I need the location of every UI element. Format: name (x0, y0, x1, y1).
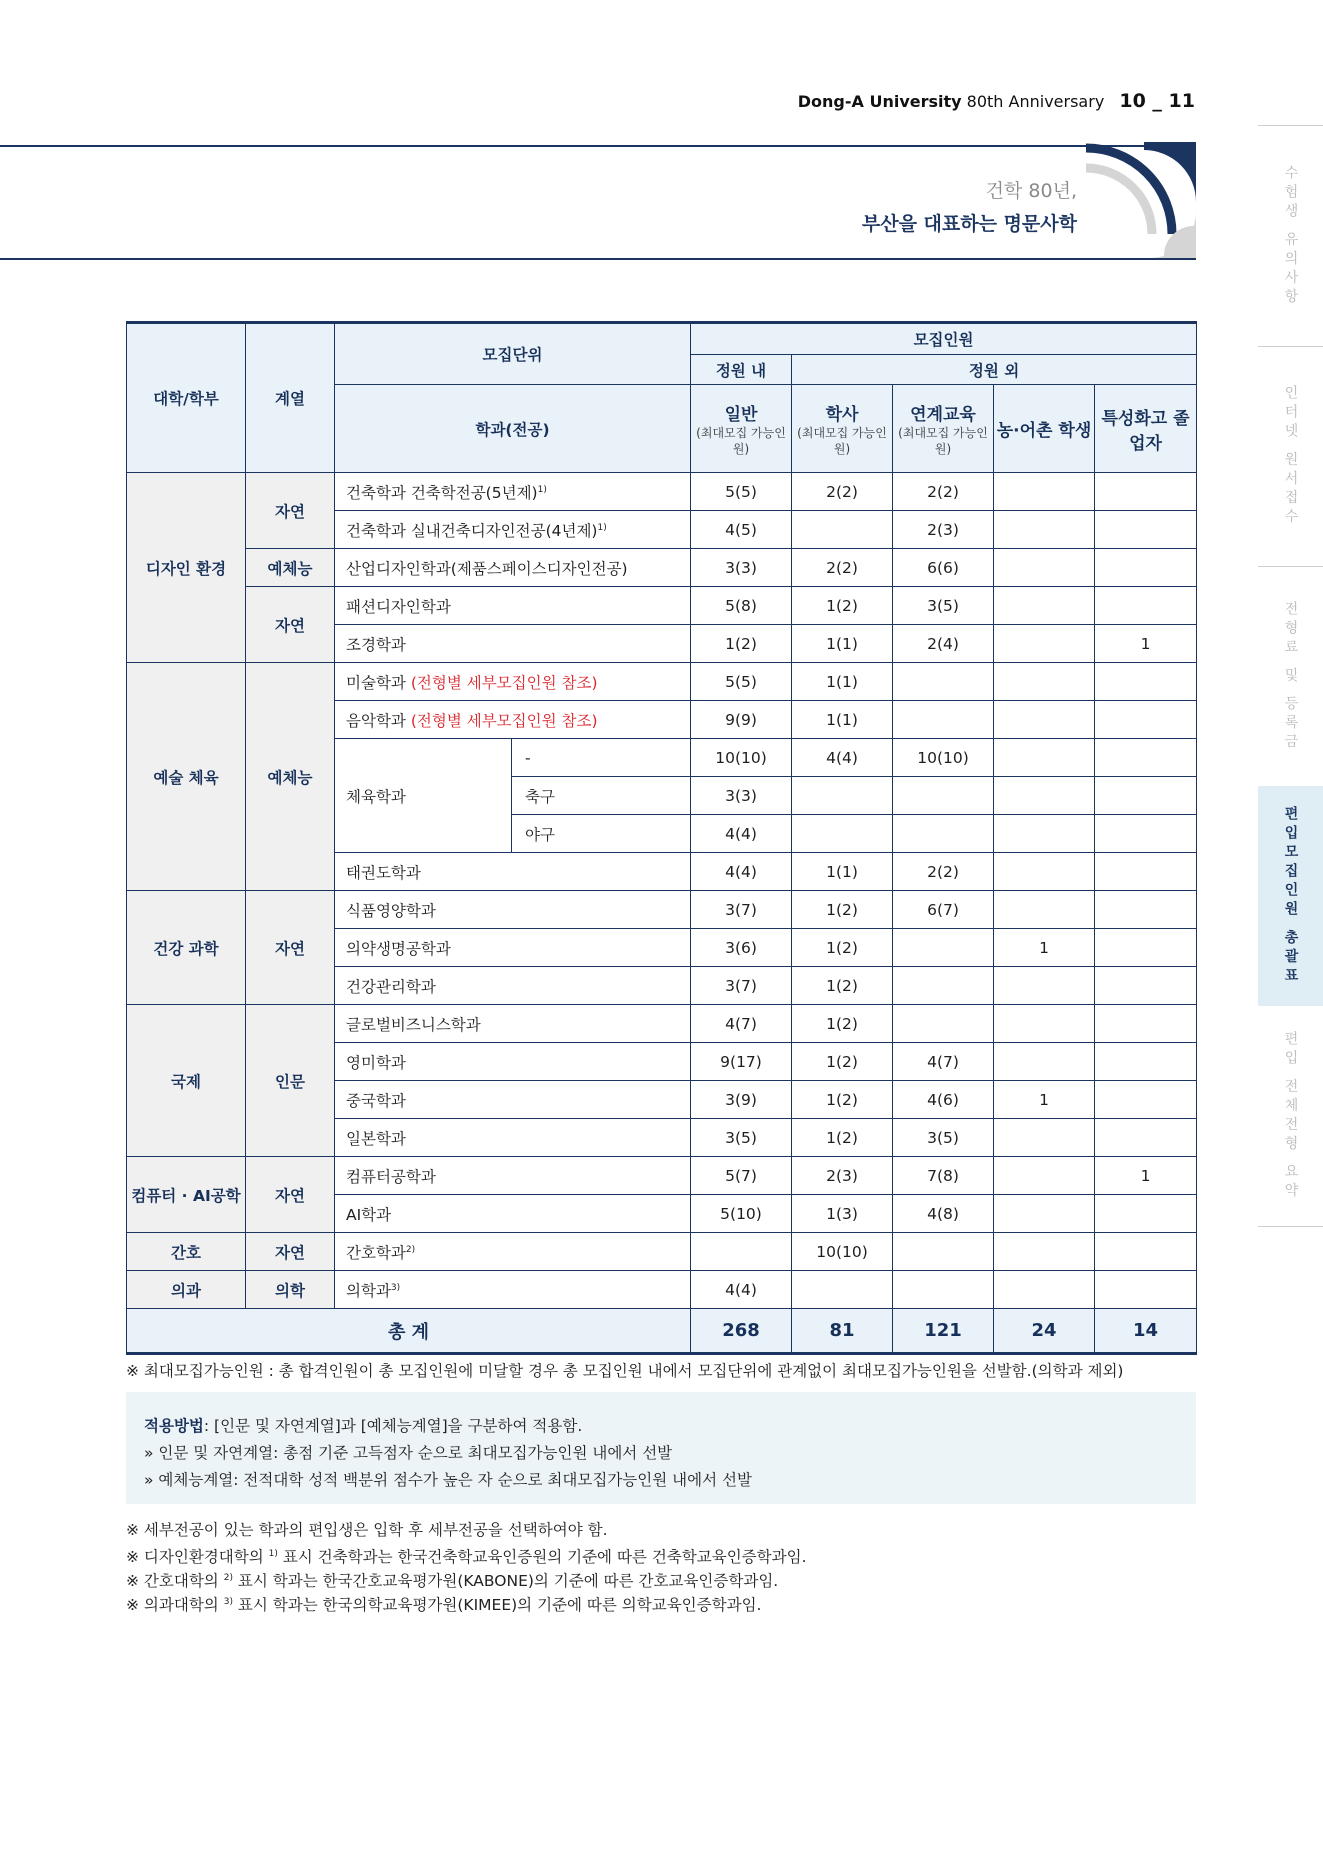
method-humanities: » 인문 및 자연계열: 총점 기준 고득점자 순으로 최대모집가능인원 내에서 선발 (144, 1444, 673, 1462)
header-row (127, 323, 1197, 355)
method-box (126, 1392, 1196, 1504)
table-row (127, 1233, 1197, 1271)
general-cell: 9(9) (691, 701, 792, 739)
rural-cell (994, 663, 1095, 701)
special-cell (1095, 929, 1197, 967)
dept-note: (전형별 세부모집인원 참조) (410, 711, 598, 730)
col-unit: 모집단위 (335, 323, 691, 385)
col-general-label: 일반 (724, 405, 758, 425)
rural-cell (994, 701, 1095, 739)
col-rural (994, 385, 1095, 473)
footnote (126, 1566, 807, 1590)
col-in-quota: 정원 내 (691, 355, 792, 385)
method-text: : [인문 및 자연계열]과 [예체능계열]을 구분하여 적용함. (203, 1417, 583, 1435)
bachelor-cell: 1(1) (792, 853, 893, 891)
table-row (127, 549, 1197, 587)
dept-cell (335, 473, 691, 511)
rural-cell: 1 (994, 929, 1095, 967)
footnote-text: ※ 의과대학의 (126, 1596, 224, 1615)
general-cell: 3(6) (691, 929, 792, 967)
rural-cell (994, 853, 1095, 891)
rural-cell (994, 1157, 1095, 1195)
anniversary-text: 80th Anniversary (966, 92, 1105, 111)
table-row (127, 587, 1197, 625)
table-row (127, 1271, 1197, 1309)
dept-name: 미술학과 (346, 673, 406, 692)
rural-cell (994, 511, 1095, 549)
college-cell: 컴퓨터 · AI공학 (127, 1157, 246, 1233)
special-cell (1095, 1081, 1197, 1119)
sub-major-cell: - (512, 739, 691, 777)
dept-cell: 컴퓨터공학과 (335, 1157, 691, 1195)
college-cell: 예술 체육 (127, 663, 246, 891)
col-major: 학과(전공) (335, 385, 691, 473)
bachelor-cell: 10(10) (792, 1233, 893, 1271)
dept-cell: 식품영양학과 (335, 891, 691, 929)
bachelor-cell: 2(3) (792, 1157, 893, 1195)
footnote-text: 표시 학과는 한국간호교육평가원(KABONE)의 기준에 따른 간호교육인증학과임. (232, 1572, 779, 1591)
rural-cell (994, 1005, 1095, 1043)
footnote-text: ※ 간호대학의 (126, 1572, 224, 1591)
footnote-mark: 3) (390, 1282, 401, 1293)
side-tab-exam-notice[interactable] (1258, 126, 1323, 346)
total-bachelor: 81 (792, 1309, 893, 1354)
footnote-mark: 2) (405, 1244, 416, 1255)
side-tab-label: 전형료 및 등록금 (1282, 600, 1299, 753)
total-general: 268 (691, 1309, 792, 1354)
college-cell: 의과 (127, 1271, 246, 1309)
bachelor-cell: 1(2) (792, 891, 893, 929)
dept-cell: 체육학과 (335, 739, 512, 853)
field-cell: 예체능 (246, 663, 335, 891)
rural-cell (994, 1195, 1095, 1233)
university-name: Dong-A University (797, 92, 962, 111)
rural-cell (994, 1043, 1095, 1081)
footnotes (126, 1518, 807, 1614)
side-tab-label: 편입모집인원 총괄표 (1282, 805, 1299, 987)
side-tab-transfer-quota-summary[interactable] (1258, 786, 1323, 1006)
col-general (691, 385, 792, 473)
rural-cell (994, 625, 1095, 663)
linked-cell: 2(2) (893, 853, 994, 891)
college-cell: 간호 (127, 1233, 246, 1271)
rural-cell (994, 739, 1095, 777)
rural-cell (994, 549, 1095, 587)
dept-cell: 의약생명공학과 (335, 929, 691, 967)
linked-cell: 10(10) (893, 739, 994, 777)
special-cell (1095, 1119, 1197, 1157)
field-cell: 의학 (246, 1271, 335, 1309)
special-cell (1095, 1005, 1197, 1043)
total-row (127, 1309, 1197, 1354)
field-cell: 자연 (246, 891, 335, 1005)
special-cell (1095, 739, 1197, 777)
dept-cell: 산업디자인학과(제품스페이스디자인전공) (335, 549, 691, 587)
special-cell (1095, 549, 1197, 587)
general-cell: 9(17) (691, 1043, 792, 1081)
linked-cell: 4(7) (893, 1043, 994, 1081)
col-linked (893, 385, 994, 473)
college-cell: 디자인 환경 (127, 473, 246, 663)
page-numbers: 10 _ 11 (1119, 90, 1195, 112)
page-header (798, 90, 1195, 112)
general-cell: 4(5) (691, 511, 792, 549)
dept-note: (전형별 세부모집인원 참조) (410, 673, 598, 692)
special-cell (1095, 853, 1197, 891)
rural-cell (994, 967, 1095, 1005)
general-cell: 3(7) (691, 967, 792, 1005)
dept-cell: 조경학과 (335, 625, 691, 663)
col-quota: 모집인원 (691, 323, 1197, 355)
general-cell: 3(7) (691, 891, 792, 929)
linked-cell (893, 1233, 994, 1271)
slogan-line2: 부산을 대표하는 명문사학 (861, 213, 1077, 235)
bachelor-cell: 1(2) (792, 929, 893, 967)
general-cell: 5(10) (691, 1195, 792, 1233)
table-row (127, 473, 1197, 511)
general-cell: 3(5) (691, 1119, 792, 1157)
special-cell (1095, 701, 1197, 739)
total-linked: 121 (893, 1309, 994, 1354)
special-cell (1095, 1271, 1197, 1309)
linked-cell (893, 929, 994, 967)
col-bachelor (792, 385, 893, 473)
total-label: 총 계 (127, 1309, 691, 1354)
field-cell: 자연 (246, 1157, 335, 1233)
bachelor-cell (792, 1271, 893, 1309)
general-cell: 5(8) (691, 587, 792, 625)
side-tab-label: 편입 전체전형 요약 (1282, 1030, 1299, 1202)
rural-cell: 1 (994, 1081, 1095, 1119)
col-linked-note: (최대모집 가능인원) (898, 426, 988, 456)
header-rule-top (0, 145, 1196, 147)
dept-cell: 태권도학과 (335, 853, 691, 891)
rural-cell (994, 891, 1095, 929)
dept-name: 간호학과 (346, 1243, 406, 1262)
linked-cell: 3(5) (893, 587, 994, 625)
linked-cell: 4(6) (893, 1081, 994, 1119)
general-cell: 3(3) (691, 777, 792, 815)
linked-cell: 6(7) (893, 891, 994, 929)
method-label: 적용방법 (144, 1417, 204, 1435)
college-cell: 건강 과학 (127, 891, 246, 1005)
bachelor-cell (792, 815, 893, 853)
table-row (127, 1005, 1197, 1043)
special-cell (1095, 587, 1197, 625)
general-cell: 5(5) (691, 663, 792, 701)
linked-cell (893, 967, 994, 1005)
dept-cell: 글로벌비즈니스학과 (335, 1005, 691, 1043)
special-cell (1095, 1233, 1197, 1271)
linked-cell (893, 815, 994, 853)
bachelor-cell (792, 777, 893, 815)
dept-cell (335, 1271, 691, 1309)
footnote-mark: 1) (537, 484, 547, 495)
dept-cell: 중국학과 (335, 1081, 691, 1119)
general-cell: 4(7) (691, 1005, 792, 1043)
special-cell (1095, 1195, 1197, 1233)
special-cell: 1 (1095, 625, 1197, 663)
bachelor-cell: 1(2) (792, 1119, 893, 1157)
linked-cell: 3(5) (893, 1119, 994, 1157)
sub-major-cell: 축구 (512, 777, 691, 815)
side-tab-online-application[interactable] (1258, 347, 1323, 566)
total-special: 14 (1095, 1309, 1197, 1354)
special-cell: 1 (1095, 1157, 1197, 1195)
dept-name: 음악학과 (346, 711, 406, 730)
general-cell: 4(4) (691, 853, 792, 891)
footnote (126, 1590, 807, 1614)
rural-cell (994, 1233, 1095, 1271)
bachelor-cell: 1(2) (792, 1081, 893, 1119)
college-cell: 국제 (127, 1005, 246, 1157)
dept-name: 의학과 (346, 1281, 391, 1300)
col-linked-label: 연계교육 (910, 405, 976, 425)
quota-table (126, 321, 1197, 1355)
dept-cell (335, 511, 691, 549)
bachelor-cell: 2(2) (792, 549, 893, 587)
bachelor-cell: 1(1) (792, 663, 893, 701)
linked-cell: 2(3) (893, 511, 994, 549)
special-cell (1095, 1043, 1197, 1081)
method-arts: » 예체능계열: 전적대학 성적 백분위 점수가 높은 자 순으로 최대모집가능인원 내에서 선발 (144, 1471, 752, 1489)
col-special-label: 특성화고 졸업자 (1101, 408, 1190, 454)
linked-cell: 6(6) (893, 549, 994, 587)
bachelor-cell: 1(2) (792, 1005, 893, 1043)
side-tab-label: 인터넷 원서접수 (1282, 385, 1299, 528)
linked-cell (893, 1271, 994, 1309)
footnote-text: 표시 건축학과는 한국건축학교육인증원의 기준에 따른 건축학교육인증학과임. (277, 1548, 807, 1567)
general-cell: 10(10) (691, 739, 792, 777)
field-cell: 자연 (246, 1233, 335, 1271)
footnote-mark: 1) (597, 522, 607, 533)
col-special (1095, 385, 1197, 473)
general-cell: 3(9) (691, 1081, 792, 1119)
col-field: 계열 (246, 323, 335, 473)
bachelor-cell: 2(2) (792, 473, 893, 511)
special-cell (1095, 511, 1197, 549)
dept-cell: 일본학과 (335, 1119, 691, 1157)
bachelor-cell: 1(2) (792, 587, 893, 625)
field-cell: 인문 (246, 1005, 335, 1157)
general-cell: 4(4) (691, 1271, 792, 1309)
field-cell: 자연 (246, 473, 335, 549)
dept-name: 건축학과 실내건축디자인전공(4년제) (346, 521, 598, 540)
linked-cell (893, 777, 994, 815)
col-bachelor-note: (최대모집 가능인원) (797, 426, 887, 456)
side-tab-label: 수험생 유의사항 (1282, 164, 1299, 308)
table-row (127, 891, 1197, 929)
special-cell (1095, 777, 1197, 815)
table-row (127, 663, 1197, 701)
col-general-note: (최대모집 가능인원) (696, 426, 786, 456)
slogan-line1: 건학 80년, (985, 180, 1077, 202)
bachelor-cell: 1(1) (792, 701, 893, 739)
linked-cell: 2(4) (893, 625, 994, 663)
side-divider (1258, 1226, 1323, 1227)
dept-cell (335, 1233, 691, 1271)
rural-cell (994, 777, 1095, 815)
field-cell: 예체능 (246, 549, 335, 587)
dept-cell: AI학과 (335, 1195, 691, 1233)
dept-cell (335, 663, 691, 701)
footnote-mark: 2) (223, 1573, 233, 1583)
rural-cell (994, 587, 1095, 625)
col-college: 대학/학부 (127, 323, 246, 473)
dept-cell (335, 701, 691, 739)
general-cell: 3(3) (691, 549, 792, 587)
sub-major-cell: 야구 (512, 815, 691, 853)
col-rural-label: 농·어촌 학생 (996, 421, 1092, 441)
general-cell (691, 1233, 792, 1271)
linked-cell: 4(8) (893, 1195, 994, 1233)
rural-cell (994, 815, 1095, 853)
linked-cell (893, 701, 994, 739)
general-cell: 5(7) (691, 1157, 792, 1195)
dept-cell: 건강관리학과 (335, 967, 691, 1005)
special-cell (1095, 815, 1197, 853)
slogan (862, 176, 1077, 236)
bachelor-cell: 4(4) (792, 739, 893, 777)
footnote-text: 표시 학과는 한국의학교육평가원(KIMEE)의 기준에 따른 의학교육인증학과임. (232, 1596, 762, 1615)
special-cell (1095, 473, 1197, 511)
footnote (126, 1542, 807, 1566)
table-row (127, 1157, 1197, 1195)
special-cell (1095, 967, 1197, 1005)
max-recruit-note: ※ 최대모집가능인원 : 총 합격인원이 총 모집인원에 미달할 경우 총 모집인원 내에서 모집단위에 관계없이 최대모집가능인원을 선발함.(의학과 제외) (126, 1362, 1124, 1380)
footnote-mark: 3) (223, 1597, 233, 1607)
bachelor-cell: 1(2) (792, 967, 893, 1005)
total-rural: 24 (994, 1309, 1095, 1354)
dept-cell: 패션디자인학과 (335, 587, 691, 625)
linked-cell (893, 1005, 994, 1043)
rural-cell (994, 473, 1095, 511)
linked-cell: 7(8) (893, 1157, 994, 1195)
general-cell: 5(5) (691, 473, 792, 511)
header-rule-bottom (0, 258, 1196, 260)
footnote: ※ 세부전공이 있는 학과의 편입생은 입학 후 세부전공을 선택하여야 함. (126, 1521, 608, 1539)
special-cell (1095, 663, 1197, 701)
side-tab-admission-summary[interactable] (1258, 1006, 1323, 1226)
anniversary-logo-icon (1084, 142, 1196, 258)
bachelor-cell: 1(3) (792, 1195, 893, 1233)
bachelor-cell (792, 511, 893, 549)
linked-cell: 2(2) (893, 473, 994, 511)
side-tab-fees[interactable] (1258, 567, 1323, 786)
col-bachelor-label: 학사 (825, 405, 859, 425)
rural-cell (994, 1271, 1095, 1309)
dept-name: 건축학과 건축학전공(5년제) (346, 483, 538, 502)
footnote-text: ※ 디자인환경대학의 (126, 1548, 269, 1567)
general-cell: 4(4) (691, 815, 792, 853)
general-cell: 1(2) (691, 625, 792, 663)
rural-cell (994, 1119, 1095, 1157)
linked-cell (893, 663, 994, 701)
bachelor-cell: 1(1) (792, 625, 893, 663)
bachelor-cell: 1(2) (792, 1043, 893, 1081)
dept-cell: 영미학과 (335, 1043, 691, 1081)
special-cell (1095, 891, 1197, 929)
col-out-quota: 정원 외 (792, 355, 1197, 385)
method-line (144, 1414, 582, 1436)
footnote-mark: 1) (268, 1549, 278, 1559)
field-cell: 자연 (246, 587, 335, 663)
